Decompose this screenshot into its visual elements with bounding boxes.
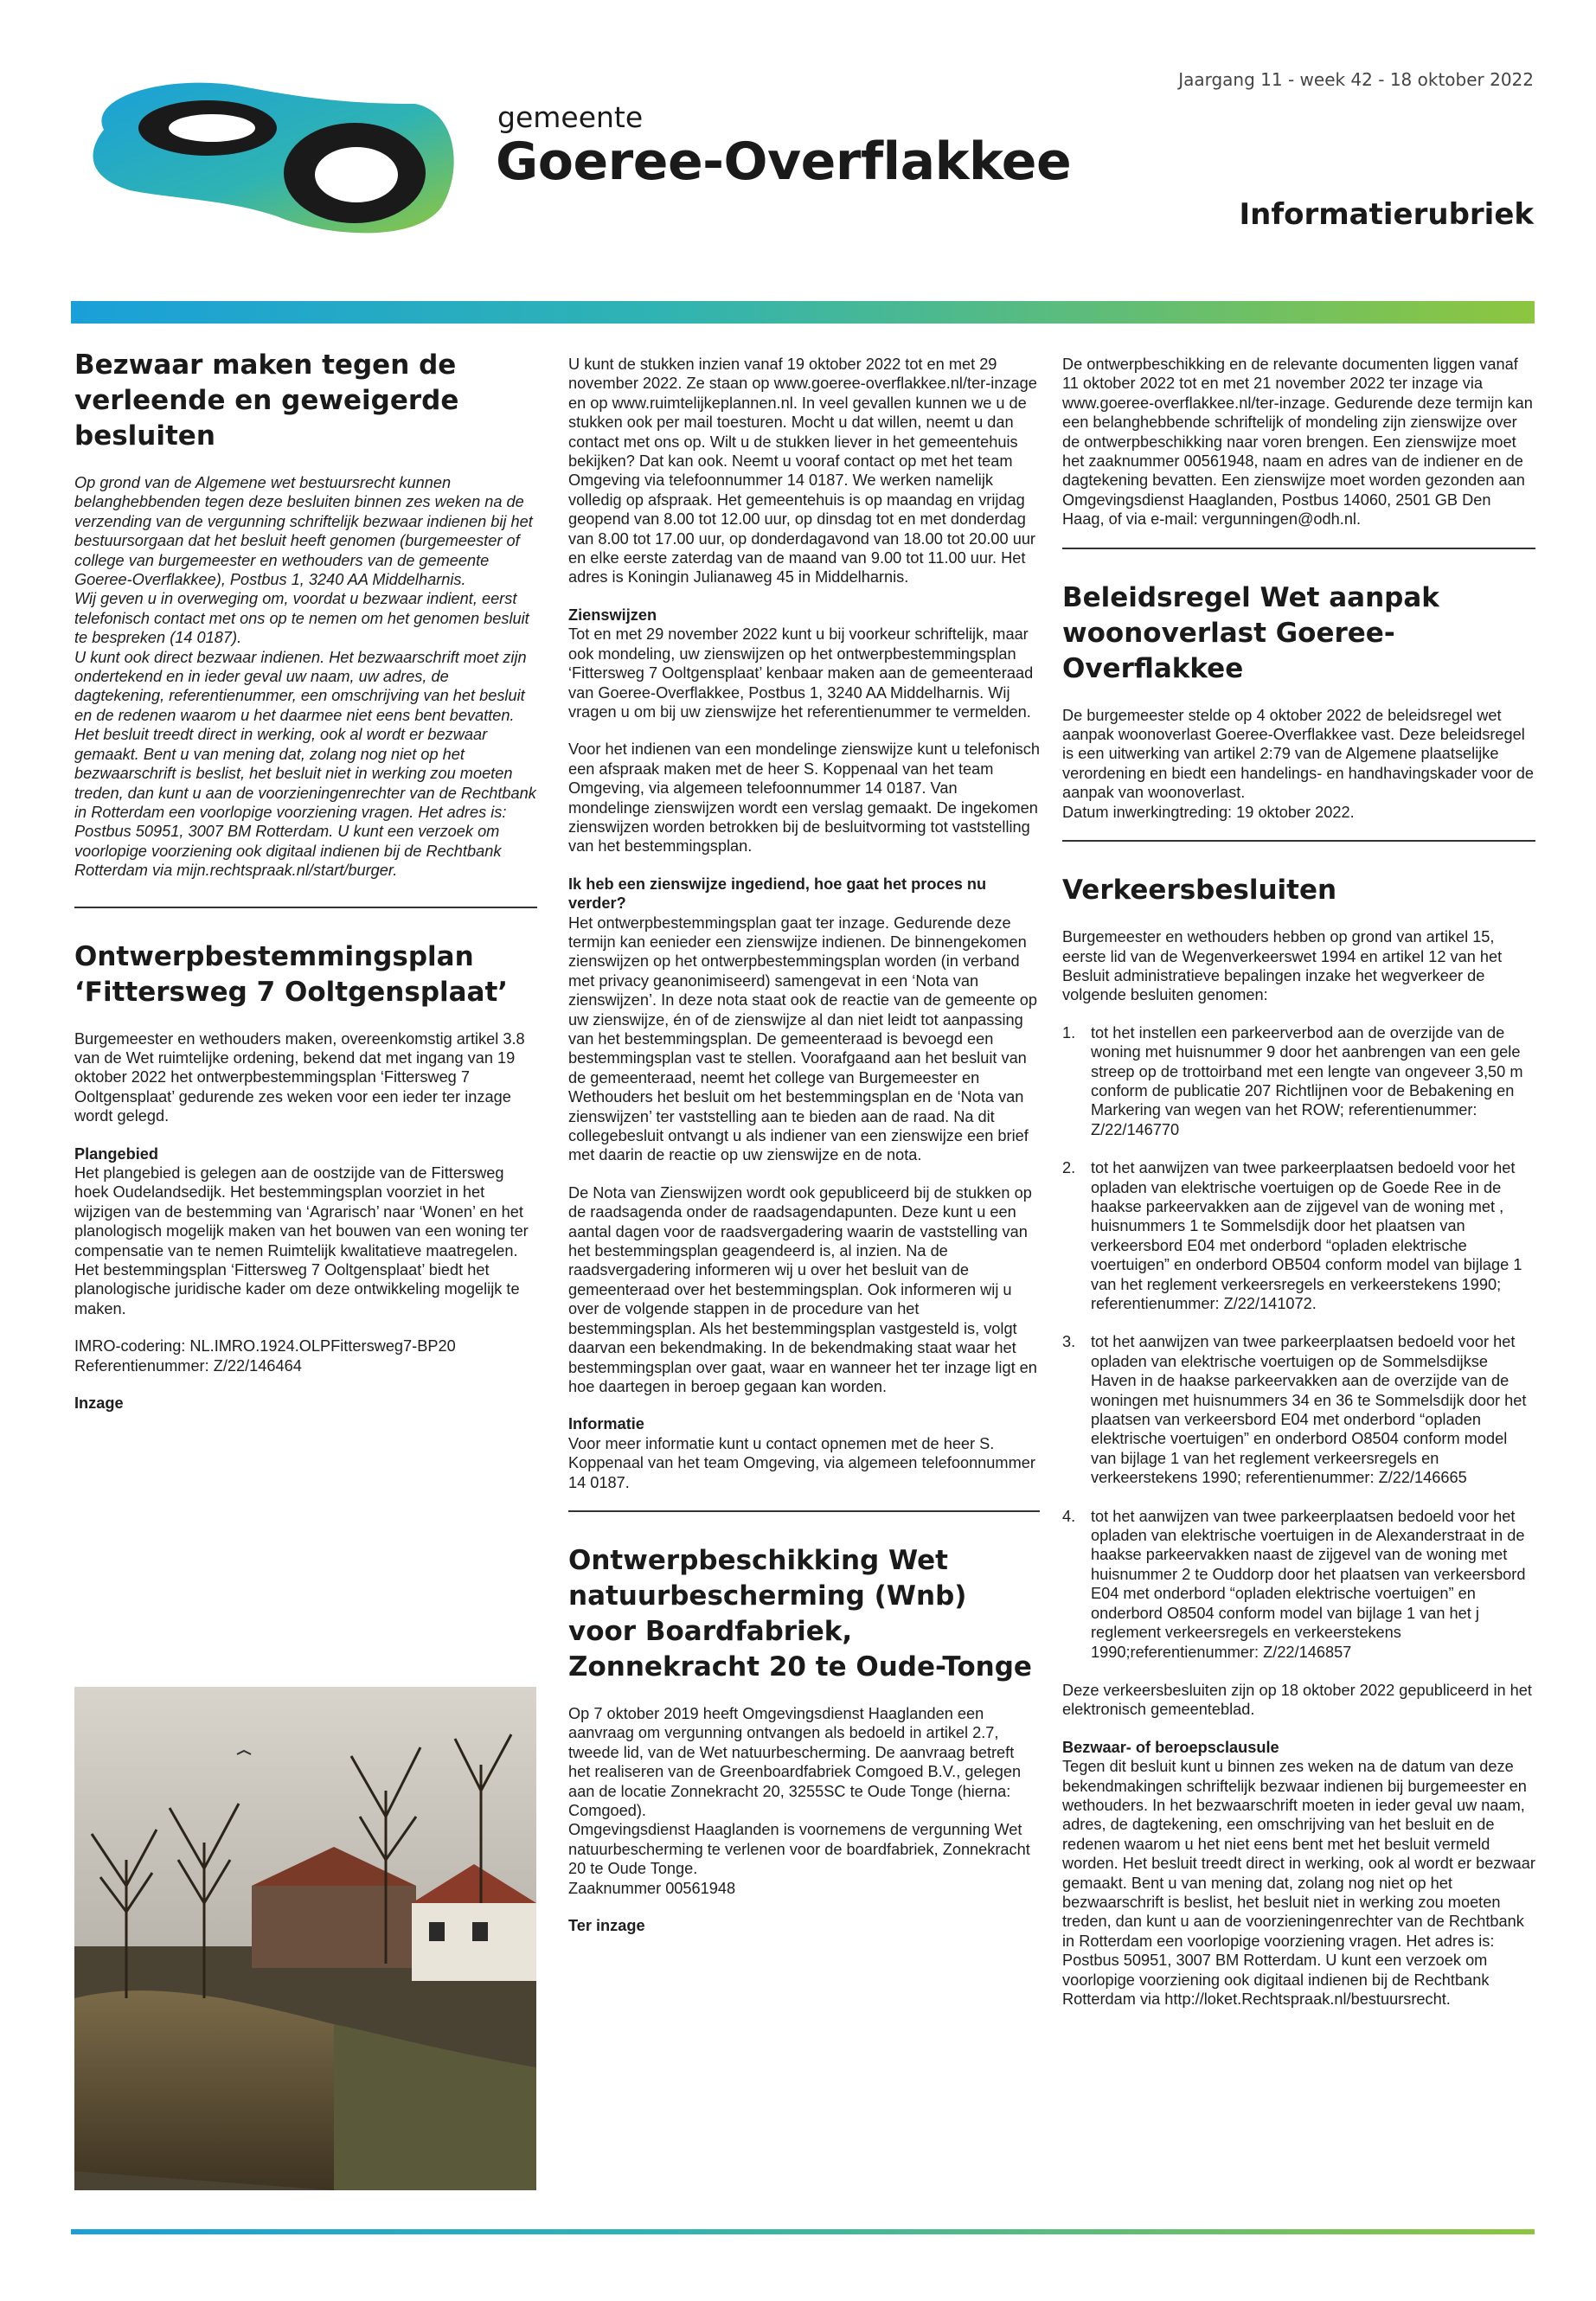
verkeer-title: Verkeersbesluiten [1062, 875, 1337, 907]
informatie-text: Voor meer informatie kunt u contact opnemen met de heer S. Koppenaal van het team Omgeving, via algemeen telefoonnummer 14 0187. [568, 1434, 1035, 1491]
list-number: 1. [1062, 1023, 1076, 1042]
list-text: tot het aanwijzen van twee parkeerplaatsen bedoeld voor het opladen van elektrische voertuigen in de Alexanderstraat in de haakse parkeervakken naast de zijgevel van de woning met huisnummer 2 te Ouddorp door het plaatsen van verkeersbord E04 met onderbord “opladen elektrische voertuigen” en onderbord O8504 conform model van bijlage 1 van het j reglement verkeersregels en verkeerstekens 1990;referentienummer: Z/22/146857 [1091, 1507, 1526, 1661]
divider [568, 1510, 1040, 1512]
landscape-photo [74, 1687, 536, 2190]
inzage-heading: Inzage [74, 1394, 124, 1413]
bezwaarclausule-heading: Bezwaar- of beroepsclausule [1062, 1738, 1279, 1756]
zienswijzen-heading: Zienswijzen [568, 606, 657, 624]
list-number: 4. [1062, 1507, 1076, 1525]
list-item [1062, 1158, 1535, 1313]
issue-line: Jaargang 11 - week 42 - 18 oktober 2022 [1178, 69, 1534, 90]
referentie-nummer: Referentienummer: Z/22/146464 [74, 1356, 302, 1375]
ter-inzage-text: De ontwerpbeschikking en de relevante documenten liggen vanaf 11 oktober 2022 tot en met 21 november 2022 ter inzage via www.goeree-overflakkee.nl/ter-inzage. Gedurende deze termijn kan een belanghebbende schriftelijk of mondeling zijn zienswijze over de ontwerpbeschikking naar voren brengen. Een zienswijze moet het zaaknummer 00561948, naam en adres van de indiener en de dagtekening bevatten. Een zienswijze moet worden gezonden aan Omgevingsdienst Haaglanden, Postbus 14060, 2501 GB Den Haag, of via e-mail: vergunningen@odh.nl. [1062, 356, 1533, 529]
list-item [1062, 1507, 1535, 1662]
list-text: tot het aanwijzen van twee parkeerplaatsen bedoeld voor het opladen van elektrische voertuigen op de Sommelsdijkse Haven in de haakse parkeervakken aan de overzijde van de woningen met huisnummers 34 en 36 te Sommelsdijk door het plaatsen van verkeersbord E04 met onderbord “opladen elektrische voertuigen” en onderbord O8504 conform model van bijlage 1 van het reglement verkeersregels en verkeerstekens 1990; referentienummer: Z/22/146665 [1091, 1333, 1527, 1487]
divider [1062, 840, 1535, 842]
list-item [1062, 1332, 1535, 1487]
section-label: Informatierubriek [1239, 197, 1534, 232]
bezwaarclausule-text: Tegen dit besluit kunt u binnen zes weken na de datum van deze bekendmakingen schriftelijk bezwaar indienen bij burgemeester en wethouders. In het bezwaarschrift moeten in ieder geval uw naam, adres, de dagtekening, een omschrijving van het besluit en de redenen waarom u het niet eens bent met het besluit vermeld worden. Het besluit treedt direct in werking, ook al wordt er bezwaar gemaakt. Bent u van mening dat, zolang nog niet op het bezwaarschrift is beslist, het besluit niet in werking zou moeten treden, dan kunt u aan de voorzieningenrechter van de Rechtbank in Rotterdam een voorlopige voorziening vragen. Het adres is: Postbus 50951, 3007 BM Rotterdam. U kunt een verzoek om voorlopige voorziening ook digitaal indienen bij de Rechtbank Rotterdam via http://loket.Rechtspraak.nl/bestuursrecht. [1062, 1758, 1535, 2008]
bezwaar-body [74, 473, 537, 881]
inzage-text: U kunt de stukken inzien vanaf 19 oktober 2022 tot en met 29 november 2022. Ze staan op www.goeree-overflakkee.nl/ter-inzage en op www.ruimtelijkeplannen.nl. In veel gevallen kunnen we u de stukken ook per mail toesturen. Mocht u dat willen, neemt u dan contact met ons op. Wilt u de stukken liever in het gemeentehuis bekijken? Dat kan ook. Neemt u vooraf contact op met het team Omgeving via telefoonnummer 14 0187. We werken namelijk volledig op afspraak. Het gemeentehuis is op maandag en vrijdag geopend van 8.00 tot 12.00 uur, op dinsdag tot en met donderdag van 8.00 tot 17.00 uur, op donderdagavond van 18.00 tot 20.00 uur en elke eerste zaterdag van de maand van 9.00 tot 11.00 uur. Het adres is Koningin Julianaweg 45 in Middelharnis. [568, 356, 1037, 586]
beleid-text: De burgemeester stelde op 4 oktober 2022 de beleidsregel wet aanpak woonoverlast Goeree-Overflakkee vast. Deze beleidsregel is een uitwerking van artikel 2:79 van de Algemene plaatselijke verordening en biedt een handelings- en handhavingskader voor de aanpak van woonoverlast. [1062, 706, 1535, 802]
wnb-zaaknummer: Zaaknummer 00561948 [568, 1879, 736, 1897]
informatie-heading: Informatie [568, 1415, 644, 1433]
wnb-paragraph: Op 7 oktober 2019 heeft Omgevingsdienst Haaglanden een aanvraag om vergunning ontvangen als bedoeld in artikel 2.7, tweede lid, van de Wet natuurbescherming. De aanvraag betreft het realiseren van de Greenboardfabriek Comgoed B.V., gelegen aan de locatie Zonnekracht 20, 3255SC te Oude Tonge (hierna: Comgoed). [568, 1704, 1022, 1819]
nota-text: De Nota van Zienswijzen wordt ook gepubliceerd bij de stukken op de raadsagenda onder de raadsagendapunten. Deze kunt u een aantal dagen voor de raadsvergadering waarin de vaststelling van het bestemmingsplan geagendeerd is, al inzien. Na de raadsvergadering informeren wij u over het besluit van de gemeenteraad over het bestemmingsplan. Ook informeren wij u over de volgende stappen in de procedure van het bestemmingsplan. Als het bestemmingsplan vastgesteld is, volgt daarvan een bekendmaking. In de bekendmaking staat waar het bestemmingsplan over gaat, waar en wanneer het ter inzage ligt en hoe daartegen in beroep gegaan kan worden. [568, 1183, 1037, 1395]
gemeente-logo [69, 69, 467, 242]
mondeling-text: Voor het indienen van een mondelinge zienswijze kunt u telefonisch een afspraak maken met de heer S. Koppenaal van het team Omgeving, via algemeen telefoonnummer 14 0187. Van mondelinge zienswijzen wordt een verslag gemaakt. De ingekomen zienswijzen worden betrokken bij de besluitvorming tot vaststelling van het bestemmingsplan. [568, 740, 1040, 856]
list-text: tot het instellen een parkeerverbod aan de overzijde van de woning met huisnummer 9 door het aanbrengen van een gele streep op de trottoirband met een lengte van ongeveer 3,50 m conform de publicatie 207 Richtlijnen voor de Bebakening en Markering van wegen van het ROW; referentienummer: Z/22/146770 [1091, 1023, 1523, 1138]
zienswijzen-text: Tot en met 29 november 2022 kunt u bij voorkeur schriftelijk, maar ook mondeling, uw zienswijzen op het ontwerpbestemmingsplan ‘Fittersweg 7 Ooltgensplaat’ kenbaar maken aan de gemeenteraad van Goeree-Overflakkee, Postbus 1, 3240 AA Middelharnis. Wij vragen u om bij uw zienswijze het referentienummer te vermelden. [568, 625, 1034, 721]
header-gradient-band [71, 301, 1535, 324]
bezwaar-paragraph: Op grond van de Algemene wet bestuursrecht kunnen belanghebbenden tegen deze besluiten binnen zes weken na de verzending van de vergunning schriftelijk bezwaar indienen bij het bestuursorgaan dat het besluit heeft genomen (burgemeester of college van burgemeester en wethouders van de gemeente Goeree-Overflakkee), Postbus 1, 3240 AA Middelharnis. [74, 474, 533, 589]
ontwerp-intro: Burgemeester en wethouders maken, overeenkomstig artikel 3.8 van de Wet ruimtelijke ordening, bekend dat met ingang van 19 oktober 2022 het ontwerpbestemmingsplan ‘Fittersweg 7 Ooltgensplaat’ gedurende zes weken voor een ieder ter inzage wordt gelegd. [74, 1029, 525, 1125]
list-item [1062, 1023, 1535, 1139]
divider [74, 907, 537, 908]
list-text: tot het aanwijzen van twee parkeerplaatsen bedoeld voor het opladen van elektrische voertuigen op de Goede Ree in de haakse parkeervakken aan de zijgevel van de woning met , huisnummers 1 te Sommelsdijk door het plaatsen van verkeersbord E04 met onderbord “opladen elektrische voertuigen” en onderbord OB504 conform model van bijlage 1 van het reglement verkeersregels en verkeerstekens 1990; referentienummer: Z/22/141072. [1091, 1159, 1522, 1312]
proces-heading: Ik heb een zienswijze ingediend, hoe gaat het proces nu verder? [568, 875, 987, 913]
bezwaar-paragraph: Het besluit treedt direct in werking, ook al wordt er bezwaar gemaakt. Bent u van mening dat, zolang nog niet op het bezwaarschrift is beslist, het besluit niet in werking zou moeten treden, dan kunt u aan de voorzieningenrechter van de Rechtbank in Rotterdam een voorlopige voorziening vragen. Het adres is: Postbus 50951, 3007 BM Rotterdam. U kunt een verzoek om voorlopige voorziening ook digitaal indienen bij de Rechtbank Rotterdam via mijn.rechtspraak.nl/start/burger. [74, 726, 536, 880]
verkeer-list [1062, 1023, 1535, 1662]
ontwerp-title: Ontwerpbestemmingsplan ‘Fittersweg 7 Ooltgensplaat’ [74, 940, 509, 1008]
list-number: 2. [1062, 1159, 1076, 1177]
bezwaar-paragraph: Wij geven u in overweging om, voordat u bezwaar indient, eerst telefonisch contact met ons op te nemen om het genomen besluit te bespreken (14 0187). [74, 590, 529, 647]
bezwaar-title: Bezwaar maken tegen de verleende en geweigerde besluiten [74, 349, 459, 452]
brand-gemeente: gemeente [497, 100, 644, 134]
list-number: 3. [1062, 1333, 1076, 1351]
column-middle [568, 355, 1040, 1935]
brand-name: Goeree-Overflakkee [496, 131, 1072, 192]
column-left [74, 348, 537, 1413]
ter-inzage-heading: Ter inzage [568, 1917, 645, 1934]
bezwaar-paragraph: U kunt ook direct bezwaar indienen. Het bezwaarschrift moet zijn ondertekend en in ieder geval uw naam, uw adres, de dagtekening, referentienummer, een omschrijving van het besluit en de redenen waarom u het daarmee niet eens bent bevatten. [74, 648, 527, 724]
wnb-title: Ontwerpbeschikking Wet natuurbescherming (Wnb) voor Boardfabriek, Zonnekracht 20 te Oude-Tonge [568, 1544, 1032, 1682]
proces-text: Het ontwerpbestemmingsplan gaat ter inzage. Gedurende deze termijn kan eenieder een zienswijze indienen. De binnengekomen zienswijzen op het ontwerpbestemmingsplan worden (in verband met privacy geanonimiseerd) samengevat in een ‘Nota van zienswijzen’. In deze nota staat ook de reactie van de gemeente op uw zienswijze, én of de zienswijze al dan niet leidt tot aanpassing van het bestemmingsplan. De gemeenteraad is bevoegd een bestemmingsplan vast te stellen. Voorafgaand aan het besluit van de gemeenteraad, neemt het college van Burgemeester en Wethouders het besluit om het bestemmingsplan en de ‘Nota van zienswijzen’ ter vaststelling aan te bieden aan de raad. Na dit collegebesluit ontvangt u als indiener van een zienswijze een brief met daarin de reactie op uw zienswijze en de nota. [568, 913, 1037, 1164]
plangebied-text: Het plangebied is gelegen aan de oostzijde van de Fittersweg hoek Oudelandsedijk. Het bestemmingsplan voorziet in het wijzigen van de bestemming van ‘Agrarisch’ naar ‘Wonen’ en het planologisch mogelijk maken van het bouwen van een woning ter compensatie van te nemen Ruimtelijk kwalitatieve maatregelen. Het bestemmingsplan ‘Fittersweg 7 Ooltgensplaat’ biedt het planologische juridische kader om deze ontwikkeling mogelijk te maken. [74, 1163, 529, 1317]
footer-gradient-band [71, 2229, 1535, 2234]
verkeer-gepubliceerd: Deze verkeersbesluiten zijn op 18 oktober 2022 gepubliceerd in het elektronisch gemeenteblad. [1062, 1681, 1532, 1719]
verkeer-intro: Burgemeester en wethouders hebben op grond van artikel 15, eerste lid van de Wegenverkeerswet 1994 en artikel 12 van het Besluit administratieve bepalingen inzake het wegverkeer de volgende besluiten genomen: [1062, 928, 1503, 1004]
beleid-title: Beleidsregel Wet aanpak woonoverlast Goeree-Overflakkee [1062, 581, 1439, 684]
beleid-datum: Datum inwerkingtreding: 19 oktober 2022. [1062, 803, 1355, 821]
imro-code: IMRO-codering: NL.IMRO.1924.OLPFittersweg7-BP20 [74, 1337, 456, 1356]
wnb-paragraph: Omgevingsdienst Haaglanden is voornemens de vergunning Wet natuurbescherming te verlenen voor de boardfabriek, Zonnekracht 20 te Oude Tonge. [568, 1821, 1030, 1878]
divider [1062, 548, 1535, 549]
column-right [1062, 355, 1535, 2027]
plangebied-heading: Plangebied [74, 1144, 159, 1163]
landscape-image [74, 1687, 536, 2190]
